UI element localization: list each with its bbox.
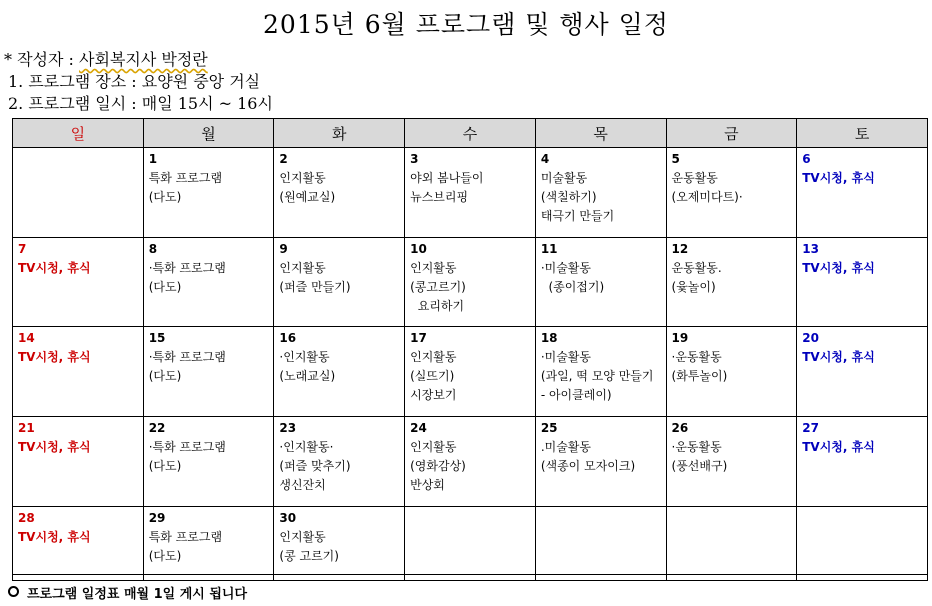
calendar-day-cell — [405, 237, 536, 327]
event-line: (색칠하기) — [540, 190, 597, 204]
event-line: (퍼즐 만들기) — [279, 279, 351, 294]
event-line: (노래교실) — [279, 369, 336, 384]
event-line: TV시청, 휴식 — [802, 350, 875, 365]
calendar-week-row — [13, 237, 928, 327]
weekday-header-thu: 목 — [535, 119, 666, 148]
day-number: 17 — [410, 331, 427, 346]
calendar-week-row — [13, 417, 928, 507]
author-name: 사회복지사 박정란 — [79, 50, 208, 69]
event-line: TV시청, 휴식 — [802, 171, 875, 185]
day-number: 14 — [18, 331, 35, 346]
page-title: 2015년 6월 프로그램 및 행사 일정 — [263, 10, 669, 39]
footer-note — [8, 583, 247, 602]
footer-text: 프로그램 일정표 매월 1일 게시 됩니다 — [27, 587, 248, 602]
day-number: 4 — [540, 152, 550, 166]
event-line: TV시청, 휴식 — [18, 260, 91, 275]
day-number: 21 — [18, 421, 35, 436]
event-line: 인지활동 — [279, 260, 326, 275]
event-line: 태극기 만들기 — [540, 209, 615, 223]
event-line: (과일, 떡 모양 만들기 — [540, 369, 654, 384]
calendar-day-cell — [274, 237, 405, 327]
event-line: (풍선배구) — [671, 459, 728, 474]
calendar-day-cell — [274, 506, 405, 575]
event-line: (원예교실) — [279, 190, 336, 204]
event-line: 생신잔치 — [279, 478, 326, 493]
calendar-day-cell — [143, 148, 274, 238]
event-line: 인지활동 — [279, 171, 326, 185]
program-place-line: 1. 프로그램 장소 : 요양원 중앙 거실 — [8, 72, 261, 91]
calendar-day-cell — [13, 506, 144, 575]
event-line: (콩 고르기) — [279, 548, 339, 563]
calendar-day-cell — [13, 237, 144, 327]
event-line: TV시청, 휴식 — [802, 440, 875, 455]
calendar-day-cell — [535, 237, 666, 327]
day-number: 27 — [802, 421, 819, 436]
day-number: 9 — [279, 241, 288, 256]
calendar-day-cell — [143, 575, 274, 581]
calendar-day-cell — [535, 417, 666, 507]
day-number: 19 — [671, 331, 689, 346]
calendar-day-cell — [797, 417, 928, 507]
event-line: ·특화 프로그램 — [148, 260, 226, 275]
calendar-day-cell — [13, 575, 144, 581]
day-number: 15 — [148, 331, 166, 346]
calendar-day-cell — [405, 327, 536, 417]
event-line: (다도) — [148, 548, 182, 563]
event-line: 인지활동 — [410, 440, 457, 455]
day-number: 22 — [148, 421, 166, 436]
event-line: (퍼즐 맞추기) — [279, 459, 351, 474]
calendar-day-cell — [405, 417, 536, 507]
author-line — [4, 47, 208, 70]
day-number: 16 — [279, 331, 297, 346]
event-line: - 아이클레이) — [540, 388, 612, 403]
calendar-day-cell — [274, 327, 405, 417]
calendar-day-cell — [405, 575, 536, 581]
author-label: * 작성자 : — [4, 50, 80, 69]
event-line: 미술활동 — [540, 171, 588, 185]
event-line: ·특화 프로그램 — [148, 440, 226, 455]
calendar-day-cell — [666, 148, 797, 238]
event-line: (실뜨기) — [410, 369, 455, 384]
calendar-day-cell — [797, 506, 928, 575]
calendar-day-cell — [666, 327, 797, 417]
calendar-day-cell — [666, 506, 797, 575]
calendar-day-cell — [274, 148, 405, 238]
day-number: 28 — [18, 510, 35, 525]
calendar-table — [12, 118, 928, 581]
day-number: 7 — [18, 241, 27, 256]
weekday-header-mon: 월 — [143, 119, 274, 148]
calendar-day-cell — [535, 575, 666, 581]
day-number: 30 — [279, 510, 297, 525]
event-line: 인지활동 — [410, 350, 457, 365]
circle-bullet-icon — [8, 586, 19, 597]
calendar-day-cell — [666, 417, 797, 507]
calendar-day-cell — [535, 327, 666, 417]
calendar-day-cell — [797, 148, 928, 238]
day-number: 6 — [802, 152, 811, 166]
calendar-day-cell — [535, 148, 666, 238]
day-number: 10 — [410, 241, 427, 256]
calendar-day-cell — [143, 327, 274, 417]
event-line: ·인지활동 — [279, 350, 330, 365]
event-line: 특화 프로그램 — [148, 171, 223, 185]
event-line: TV시청, 휴식 — [18, 529, 91, 544]
calendar-day-cell — [13, 417, 144, 507]
event-line: .미술활동 — [540, 440, 591, 455]
calendar-day-cell — [274, 575, 405, 581]
event-line: (화투놀이) — [671, 369, 728, 384]
event-line: 운동활동. — [671, 260, 722, 275]
day-number: 20 — [802, 331, 819, 346]
calendar-body — [13, 148, 928, 581]
calendar-week-row — [13, 327, 928, 417]
weekday-header-row — [13, 119, 928, 148]
event-line: 뉴스브리핑 — [410, 190, 469, 204]
event-line: (다도) — [148, 369, 182, 384]
event-line: 운동활동 — [671, 171, 718, 185]
day-number: 18 — [540, 331, 558, 346]
day-number: 23 — [279, 421, 297, 436]
day-number: 5 — [671, 152, 680, 166]
event-line: (오제미다트)· — [671, 190, 743, 204]
calendar-day-cell — [797, 237, 928, 327]
event-line: 요리하기 — [410, 298, 465, 313]
weekday-header-sat: 토 — [797, 119, 928, 148]
calendar-day-cell — [13, 148, 144, 238]
calendar-day-cell — [143, 506, 274, 575]
calendar-day-cell — [405, 148, 536, 238]
event-line: ·미술활동 — [540, 350, 591, 365]
day-number: 25 — [540, 421, 558, 436]
day-number: 1 — [148, 152, 158, 166]
event-line: 야외 봄나들이 — [410, 171, 484, 185]
day-number: 29 — [148, 510, 166, 525]
event-line: ·운동활동 — [671, 440, 722, 455]
day-number: 3 — [410, 152, 419, 166]
weekday-header-wed: 수 — [405, 119, 536, 148]
calendar-day-cell — [274, 417, 405, 507]
day-number: 26 — [671, 421, 689, 436]
day-number: 8 — [148, 241, 158, 256]
program-time-line: 2. 프로그램 일시 : 매일 15시 ~ 16시 — [8, 94, 273, 113]
event-line: 시장보기 — [410, 388, 457, 403]
calendar-day-cell — [666, 237, 797, 327]
calendar-day-cell — [143, 417, 274, 507]
weekday-header-sun: 일 — [13, 119, 144, 148]
calendar-day-cell — [797, 575, 928, 581]
weekday-header-tue: 화 — [274, 119, 405, 148]
event-line: 인지활동 — [279, 529, 326, 544]
event-line: ·특화 프로그램 — [148, 350, 226, 365]
calendar-day-cell — [666, 575, 797, 581]
day-number: 2 — [279, 152, 288, 166]
event-line: TV시청, 휴식 — [802, 260, 875, 275]
event-line: TV시청, 휴식 — [18, 440, 91, 455]
event-line: (콩고르기) — [410, 279, 466, 294]
event-line: 반상회 — [410, 478, 445, 493]
event-line: (다도) — [148, 190, 182, 204]
event-line: ·미술활동 — [540, 260, 591, 275]
event-line: (다도) — [148, 279, 182, 294]
event-line: 인지활동 — [410, 260, 457, 275]
weekday-header-fri: 금 — [666, 119, 797, 148]
calendar-day-cell — [797, 327, 928, 417]
event-line: 특화 프로그램 — [148, 529, 223, 544]
event-line: (윷놀이) — [671, 279, 716, 294]
calendar-day-cell — [13, 327, 144, 417]
event-line: ·운동활동 — [671, 350, 722, 365]
day-number: 13 — [802, 241, 819, 256]
calendar-week-row — [13, 575, 928, 581]
calendar-day-cell — [143, 237, 274, 327]
calendar-day-cell — [405, 506, 536, 575]
event-line: (종이접기) — [540, 279, 605, 294]
day-number: 24 — [410, 421, 427, 436]
event-line: (색종이 모자이크) — [540, 459, 636, 474]
event-line: TV시청, 휴식 — [18, 350, 91, 365]
event-line: ·인지활동· — [279, 440, 334, 455]
event-line: (영화감상) — [410, 459, 466, 474]
calendar-day-cell — [535, 506, 666, 575]
day-number: 11 — [540, 241, 558, 256]
calendar-week-row — [13, 506, 928, 575]
day-number: 12 — [671, 241, 689, 256]
event-line: (다도) — [148, 459, 182, 474]
calendar-week-row — [13, 148, 928, 238]
